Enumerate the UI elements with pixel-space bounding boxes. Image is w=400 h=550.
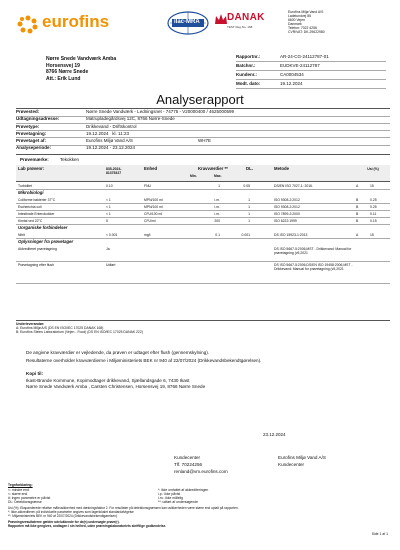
signoff-line: Tlf. 70224256: [174, 462, 203, 467]
company-line: Ladelundvej 85: [288, 14, 312, 19]
cell-result: 0.10: [106, 183, 113, 188]
header-uncert: Usi (%): [367, 167, 379, 171]
legend-col1: [8, 488, 50, 504]
cell-max: i.m.: [214, 197, 220, 202]
cell-flag: B: [356, 218, 359, 223]
statement-line: De angivne kravværdier er vejledende, da prøven er udtaget efter flush (gennemskylning).: [26, 350, 210, 355]
cell-result: < 1: [106, 197, 111, 202]
signoff-left: [174, 454, 228, 475]
table-row: [16, 203, 390, 210]
table-header: [16, 165, 390, 181]
meta-value: 19.12.2024: [280, 81, 303, 86]
cell-result: < 1: [106, 204, 111, 209]
legend-note: *: Ikke-akkrediteret: på individuelle parametre angives som lagerlokalet standardafvigelse: [8, 510, 134, 514]
cell-param: Akkrediteret prøvetagning: [18, 246, 57, 251]
legend-item: i.p.: ikke påvist: [158, 492, 181, 497]
sample-label: Prøvested:: [16, 109, 40, 114]
meta-row: [236, 63, 386, 72]
cell-flag: A: [356, 232, 359, 237]
copy-line: Ikast-Brande Kommune, Kopimodtager drikkevand, Sjællandsgade 6, 7430 Ikast: [26, 377, 190, 383]
recipient-city: 8766 Nørre Snede: [46, 69, 89, 75]
danak-crown-icon: [214, 12, 228, 26]
cell-dl: 1: [248, 204, 250, 209]
header-lab: Lab prøvenr:: [18, 166, 45, 171]
sample-marking: [20, 157, 390, 165]
legend-item: <: større end: [8, 492, 28, 497]
sample-value: Matrupladegårdsvej 12C, 8766 Nørre-Snede: [86, 116, 175, 122]
cell-param: Prøvetagning efter flush: [18, 262, 54, 267]
cell-max: i.m.: [214, 204, 220, 209]
signoff-line: Eurofins Miljø Vand A/S: [278, 455, 326, 460]
cell-flag: B: [356, 204, 359, 209]
danak-mark: DANAK: [227, 12, 265, 23]
sample-value: 19.12.2024 kl. 11:23: [86, 130, 129, 136]
meta-row: [236, 72, 386, 81]
legend-item: **: udført af undersøgende: [158, 500, 198, 505]
table-row: [16, 217, 390, 224]
table-section-heading: [16, 238, 390, 245]
meta-value: CA0004534: [280, 72, 304, 77]
header-unit: Enhed: [144, 166, 158, 171]
meta-value: EUDKVE-24112787: [280, 63, 320, 68]
company-line: CVR/VAT: DK-29622980: [288, 30, 325, 35]
cell-max: 1: [218, 183, 220, 188]
header-dl: DL.: [246, 166, 253, 171]
row-divider: [16, 283, 390, 284]
cell-param: Nitrit: [18, 232, 25, 237]
recipient-name: Nørre Snede Vandværk Amba: [46, 56, 117, 62]
eurofins-logo-icon: [16, 14, 40, 34]
cell-dl: 1: [248, 211, 250, 216]
marking-label: Prøvemærke:: [20, 157, 49, 162]
legend-title: Tegnforklaring:: [8, 483, 33, 487]
page-number: Side 1 af 1: [371, 532, 388, 536]
cell-uncert: 15: [370, 232, 374, 237]
sample-info: [16, 108, 390, 153]
meta-row: [236, 54, 386, 63]
legend-note: **: Miljøministeriets BEK nr 940 af 22/07/2024 (Drikkevandsbekendtgørelsen): [8, 514, 117, 518]
cell-method: ISO 6222:1999: [274, 218, 297, 223]
cell-uncert: 0.25: [370, 204, 377, 209]
meta-label: Rapportnr.:: [236, 54, 261, 59]
brand-name: eurofins: [42, 12, 110, 31]
cell-uncert: 0.15: [370, 218, 377, 223]
sample-value: Eurofins Miljø Vand A/S: [86, 138, 133, 144]
legend-item: #: ingen parametre er påvist: [8, 496, 51, 501]
legend-note: Rapporten må ikke gengives, undtagen i sin helhed, uden prøvningslaboratoriets skriftlige godkendelse.: [8, 524, 167, 528]
subcontractor-line: B: Eurofins Steins Laboratorium (Vejen - Food) (DS EN ISO/IEC 17025 DANAK 222): [16, 330, 143, 335]
cell-param: Kimtal ved 22°C: [18, 218, 43, 223]
cell-uncert: 0.25: [370, 197, 377, 202]
header-limits: Kravværdier **: [198, 166, 228, 171]
footer: [8, 483, 392, 547]
signoff-right: [278, 454, 326, 468]
cell-dl: 1: [248, 218, 250, 223]
subcontractors: [16, 322, 390, 334]
cell-dl: 0.05: [243, 183, 250, 188]
company-address: [288, 10, 398, 35]
copy-to: [26, 371, 386, 391]
sampler-code: WH7E: [198, 138, 212, 144]
header-sample: 835-2024-81375327: [106, 167, 122, 176]
legend-item: i.m.: ikke målelig: [158, 496, 184, 501]
copy-title: Kopi til:: [26, 371, 44, 376]
sample-value: Drikkevand - Driftskontrol: [86, 123, 137, 129]
section-label: Mikrobiologi: [18, 189, 44, 195]
signoff-line: renland@vm.eurofins.com: [174, 469, 228, 474]
table-row: [16, 245, 390, 261]
table-row: [16, 182, 390, 189]
cell-max: i.m.: [214, 211, 220, 216]
header-max: Max.: [214, 174, 222, 178]
sample-label: Prøvetype:: [16, 123, 40, 129]
cell-max: 0.1: [215, 232, 220, 237]
subcontractor-title: Underleverandør:: [16, 322, 45, 326]
danak-logo: [214, 10, 265, 36]
meta-label: Batchnr.:: [236, 63, 256, 68]
table-row: [16, 196, 390, 203]
signoff-line: Kundecenter: [174, 455, 201, 460]
results-table: [16, 165, 390, 435]
company-line: Telefon: 7022 4256: [288, 26, 317, 31]
meta-row: [236, 81, 386, 90]
cell-result: < 1: [106, 211, 111, 216]
sample-label: Prøvetaget af:: [16, 138, 47, 144]
cell-unit: mg/l: [144, 232, 151, 237]
cell-flag: B: [356, 197, 359, 202]
sample-label: Prøvetagning:: [16, 130, 47, 136]
signoff-line: Kundecenter: [278, 462, 305, 467]
table-row: [16, 231, 390, 238]
section-label: Oplysninger fra prøvetager: [18, 238, 74, 244]
cell-dl: 1: [248, 197, 250, 202]
sample-row: [16, 145, 390, 152]
marking-value: Tekokken: [60, 157, 80, 162]
subcontractor-line: A: Eurofins Miljø A/S (DS EN ISO/IEC 17025 DANAK 168): [16, 326, 104, 331]
cell-param: Escherichia coli: [18, 204, 42, 209]
cell-result: Ja: [106, 246, 110, 251]
table-row: [16, 210, 390, 217]
cell-flag: A: [356, 183, 359, 188]
cell-param: Coliforme bakterier 37°C: [18, 197, 56, 202]
danak-reg: TEST Reg.No. 168: [227, 25, 253, 29]
recipient-block: [46, 56, 116, 82]
report-date: 23.12.2024: [263, 432, 286, 437]
cell-max: 200: [214, 218, 220, 223]
sample-row: [16, 124, 390, 131]
cell-unit: CFU/100 ml: [144, 211, 163, 216]
cell-param: Turbiditet: [18, 183, 33, 188]
table-section-heading: [16, 189, 390, 196]
cell-result: < 0.001: [106, 232, 118, 237]
cell-method: DS ISO 5667-5:2006,MST - Drikkevand: Manual for prøvetagning (v5,2021: [274, 246, 352, 255]
section-label: Uorganiske forbindelser: [18, 224, 68, 230]
eurofins-logo: [16, 14, 111, 34]
sample-row: [16, 116, 390, 123]
copy-line: Nørre Snede Vandværk Amba , Carsten Christensen, Horsensvej 19, 8766 Nørre Snede: [26, 384, 206, 389]
sample-label: Analyseperiode:: [16, 145, 52, 151]
company-line: 6600 Vejen: [288, 18, 305, 23]
cell-method: DS ISO 5667-5:2006,DS/EN ISO 19458:2006,MST - Drikkevand: Manual for prøvetagning (v5,2021: [274, 262, 353, 271]
cell-method: ISO 9308-2:2012: [274, 197, 300, 202]
page-title: Analyserapport: [156, 92, 244, 107]
table-section-heading: [16, 224, 390, 231]
cell-param: Intestinale Enterokokker: [18, 211, 55, 216]
cell-uncert: 0.11: [370, 211, 377, 216]
cell-unit: MPN/100 ml: [144, 204, 163, 209]
recipient-att: Att.: Erik Lund: [46, 75, 81, 82]
legend-notes: [8, 506, 392, 528]
company-line: Eurofins Miljø Vand A/S: [288, 10, 324, 14]
table-row: [16, 261, 390, 283]
cell-method: ISO 9308-2:2012: [274, 204, 300, 209]
cell-method: DS ISO 15923-1:2013: [274, 232, 308, 237]
sample-value: 19.12.2024 - 23.12.2024: [86, 145, 136, 151]
cell-result: Udført: [106, 262, 116, 267]
meta-label: Kundenr.:: [236, 72, 257, 77]
sample-row: [16, 109, 390, 116]
recipient-address: Horsensvej 19: [46, 62, 80, 69]
sample-row: [16, 131, 390, 138]
header-method: Metode: [274, 166, 290, 171]
ilac-logo: [166, 10, 210, 36]
cell-uncert: 15: [370, 183, 374, 188]
cell-flag: B: [356, 211, 359, 216]
cell-method: ISO 7899-2:2000: [274, 211, 300, 216]
cell-unit: CFU/ml: [144, 218, 156, 223]
meta-label: Modt. dato:: [236, 81, 261, 86]
statement-line: Resultaterne overholder kravværdierne i Miljøministeriets BEK nr 940 af 22/07/2024 (Drikkevandsbekendtgørelsen).: [26, 358, 262, 363]
cell-result: 5: [106, 218, 108, 223]
cell-method: DS/EN ISO 7027-1: 2016.: [274, 183, 314, 188]
sample-row: [16, 138, 390, 145]
legend-note: Usi (%): Ekspanderede relative måleusikkerhed med dækningsfaktor 2. For resultater på detektionsgrænsen kan usikkerheden være større end optalt på rapporten.: [8, 506, 239, 510]
sample-label: Udtagningsadresse:: [16, 116, 60, 122]
meta-value: AR-24-CG-24112787-01: [280, 54, 329, 59]
legend-note: Prøvningsresultaterne gælder udelukkende for de(n) undersøgte prøve(r).: [8, 520, 120, 524]
ilac-mark: ilac-MRA: [174, 19, 200, 25]
legend-item: <: mindre end: [8, 488, 29, 492]
report-meta: [236, 54, 386, 90]
cell-unit: MPN/100 ml: [144, 197, 163, 202]
legend-col2: [158, 488, 208, 504]
legend-item: *: ikke omfattet af akkrediteringen: [158, 488, 209, 492]
legend-item: DL: Detektionsgrænse: [8, 500, 42, 505]
cell-unit: FNU: [144, 183, 151, 188]
statements: [26, 349, 386, 365]
company-line: Danmark: [288, 22, 302, 27]
header-min: Min.: [190, 174, 197, 178]
cell-dl: 0.001: [241, 232, 250, 237]
sample-value: Nørre Snede Vandværk - Ledningsnet - 74775 - V20000400 / 4625000599: [86, 109, 235, 114]
